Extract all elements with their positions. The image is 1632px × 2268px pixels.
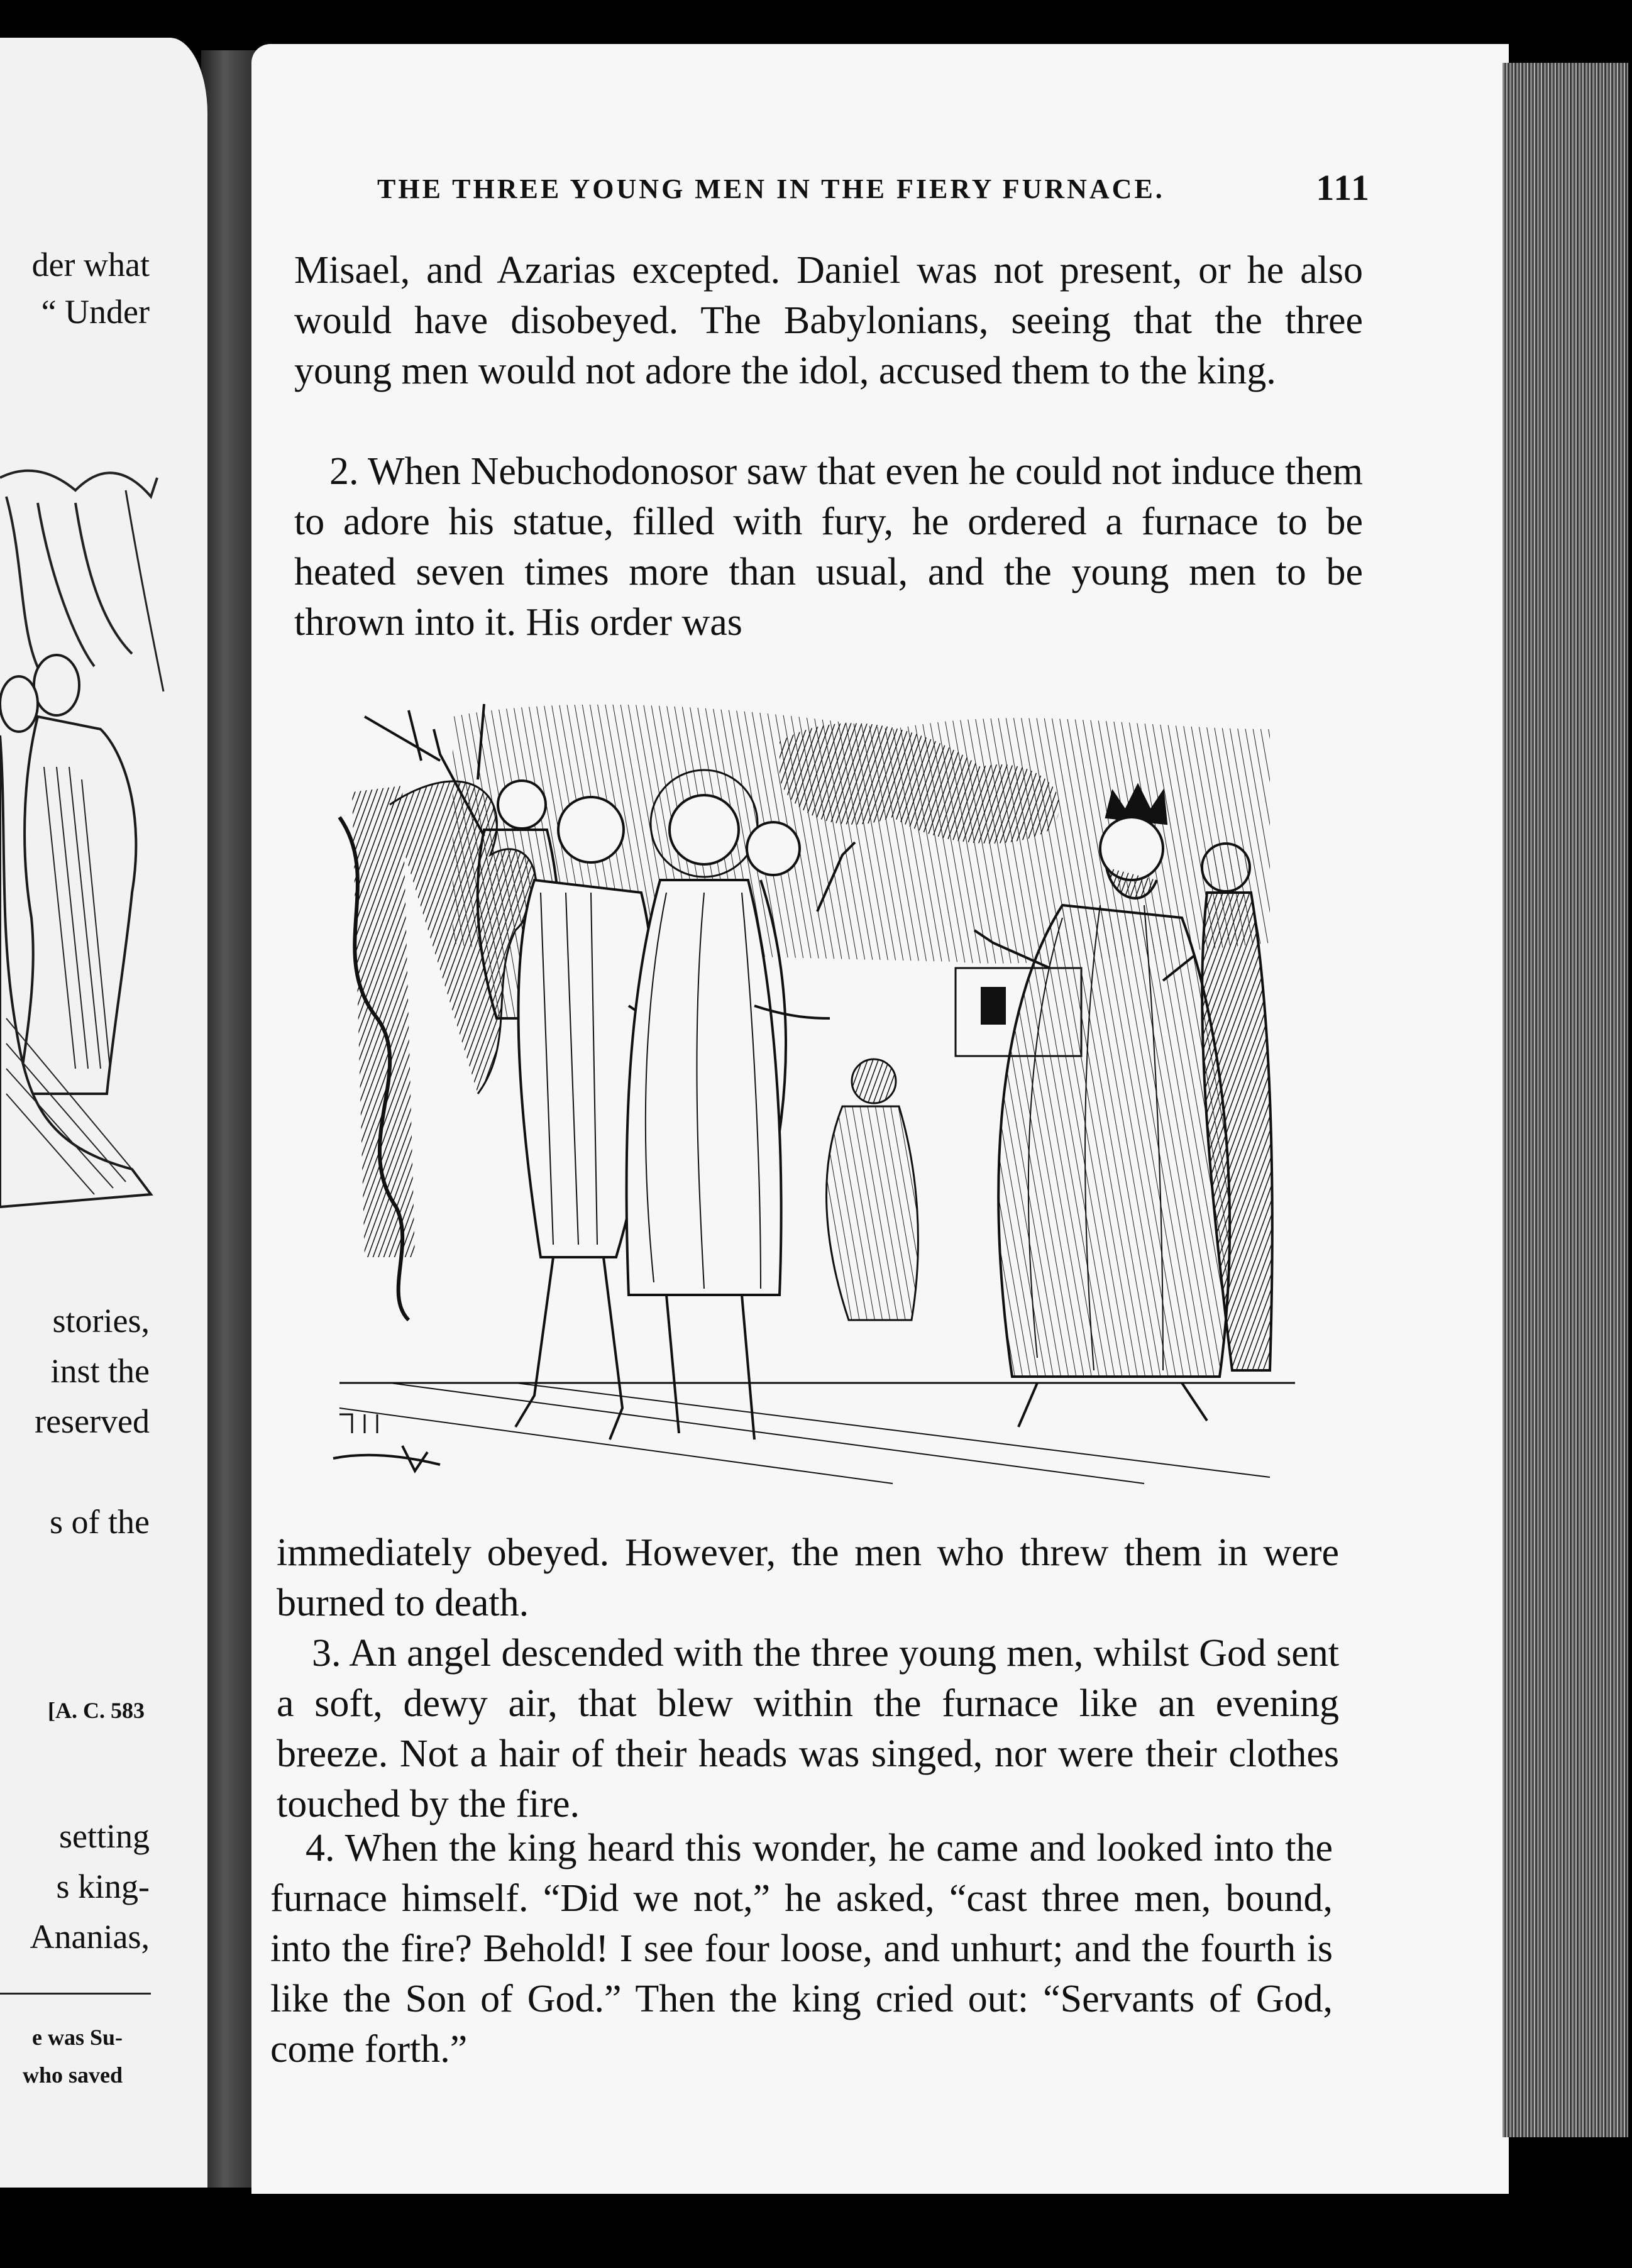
paragraph-3: 3. An angel descended with the three young men, whilst God sent a soft, dewy air, that blew within the furnace like an evening breeze. Not a hair of their heads was singed, nor were their clothes touched by the fire. xyxy=(277,1632,1339,1825)
paragraph-2-continued: immediately obeyed. However, the men who threw them in were burned to death. xyxy=(277,1531,1339,1624)
left-page-footnote-rule xyxy=(0,1993,151,1995)
left-page-footnote-fragment: e was Su- xyxy=(31,2025,123,2050)
left-page-text-fragment: inst the xyxy=(50,1352,150,1390)
left-page-illustration xyxy=(0,440,182,1245)
fiery-furnace-engraving xyxy=(327,691,1308,1496)
running-head xyxy=(377,167,1370,211)
paragraph-continuation: Misael, and Azarias excepted. Daniel was not present, or he also would have disobeyed. The Babylonians, seeing that the three young men would not adore the idol, accused them to the king. xyxy=(294,249,1363,392)
left-page-text-fragment: stories, xyxy=(52,1302,150,1340)
left-page-text-fragment: s of the xyxy=(50,1503,150,1541)
left-page-text-fragment: reserved xyxy=(35,1402,150,1440)
page-number: 111 xyxy=(1316,167,1370,208)
left-page-text-fragment: setting xyxy=(59,1817,150,1855)
left-page xyxy=(0,38,207,2188)
paragraph-4: 4. When the king heard this wonder, he came and looked into the furnace himself. “Did we not,” he asked, “cast three men, bound, into the fire? Behold! I see four loose, and unhurt; and the fourth is like the Son of God.” Then the king cried out: “Servants of God, come forth.” xyxy=(270,1827,1333,2071)
book-spine xyxy=(201,50,259,2188)
left-page-text-fragment: s king- xyxy=(56,1868,150,1905)
left-page-text-fragment: der what xyxy=(31,246,150,284)
left-page-text-fragment: Ananias, xyxy=(30,1918,150,1956)
page-edges xyxy=(1502,63,1628,2137)
left-page-date-marker: [A. C. 583 xyxy=(48,1698,145,1723)
left-page-footnote-fragment: who saved xyxy=(22,2062,123,2088)
paragraph-2: 2. When Nebuchodonosor saw that even he could not induce them to adore his statue, filled with fury, he ordered a furnace to be heated seven times more than usual, and the young men to be thrown into it. His order was xyxy=(294,450,1363,644)
left-page-text-fragment: “ Under xyxy=(41,293,150,331)
running-head-title: THE THREE YOUNG MEN IN THE FIERY FURNACE. xyxy=(377,173,1165,204)
